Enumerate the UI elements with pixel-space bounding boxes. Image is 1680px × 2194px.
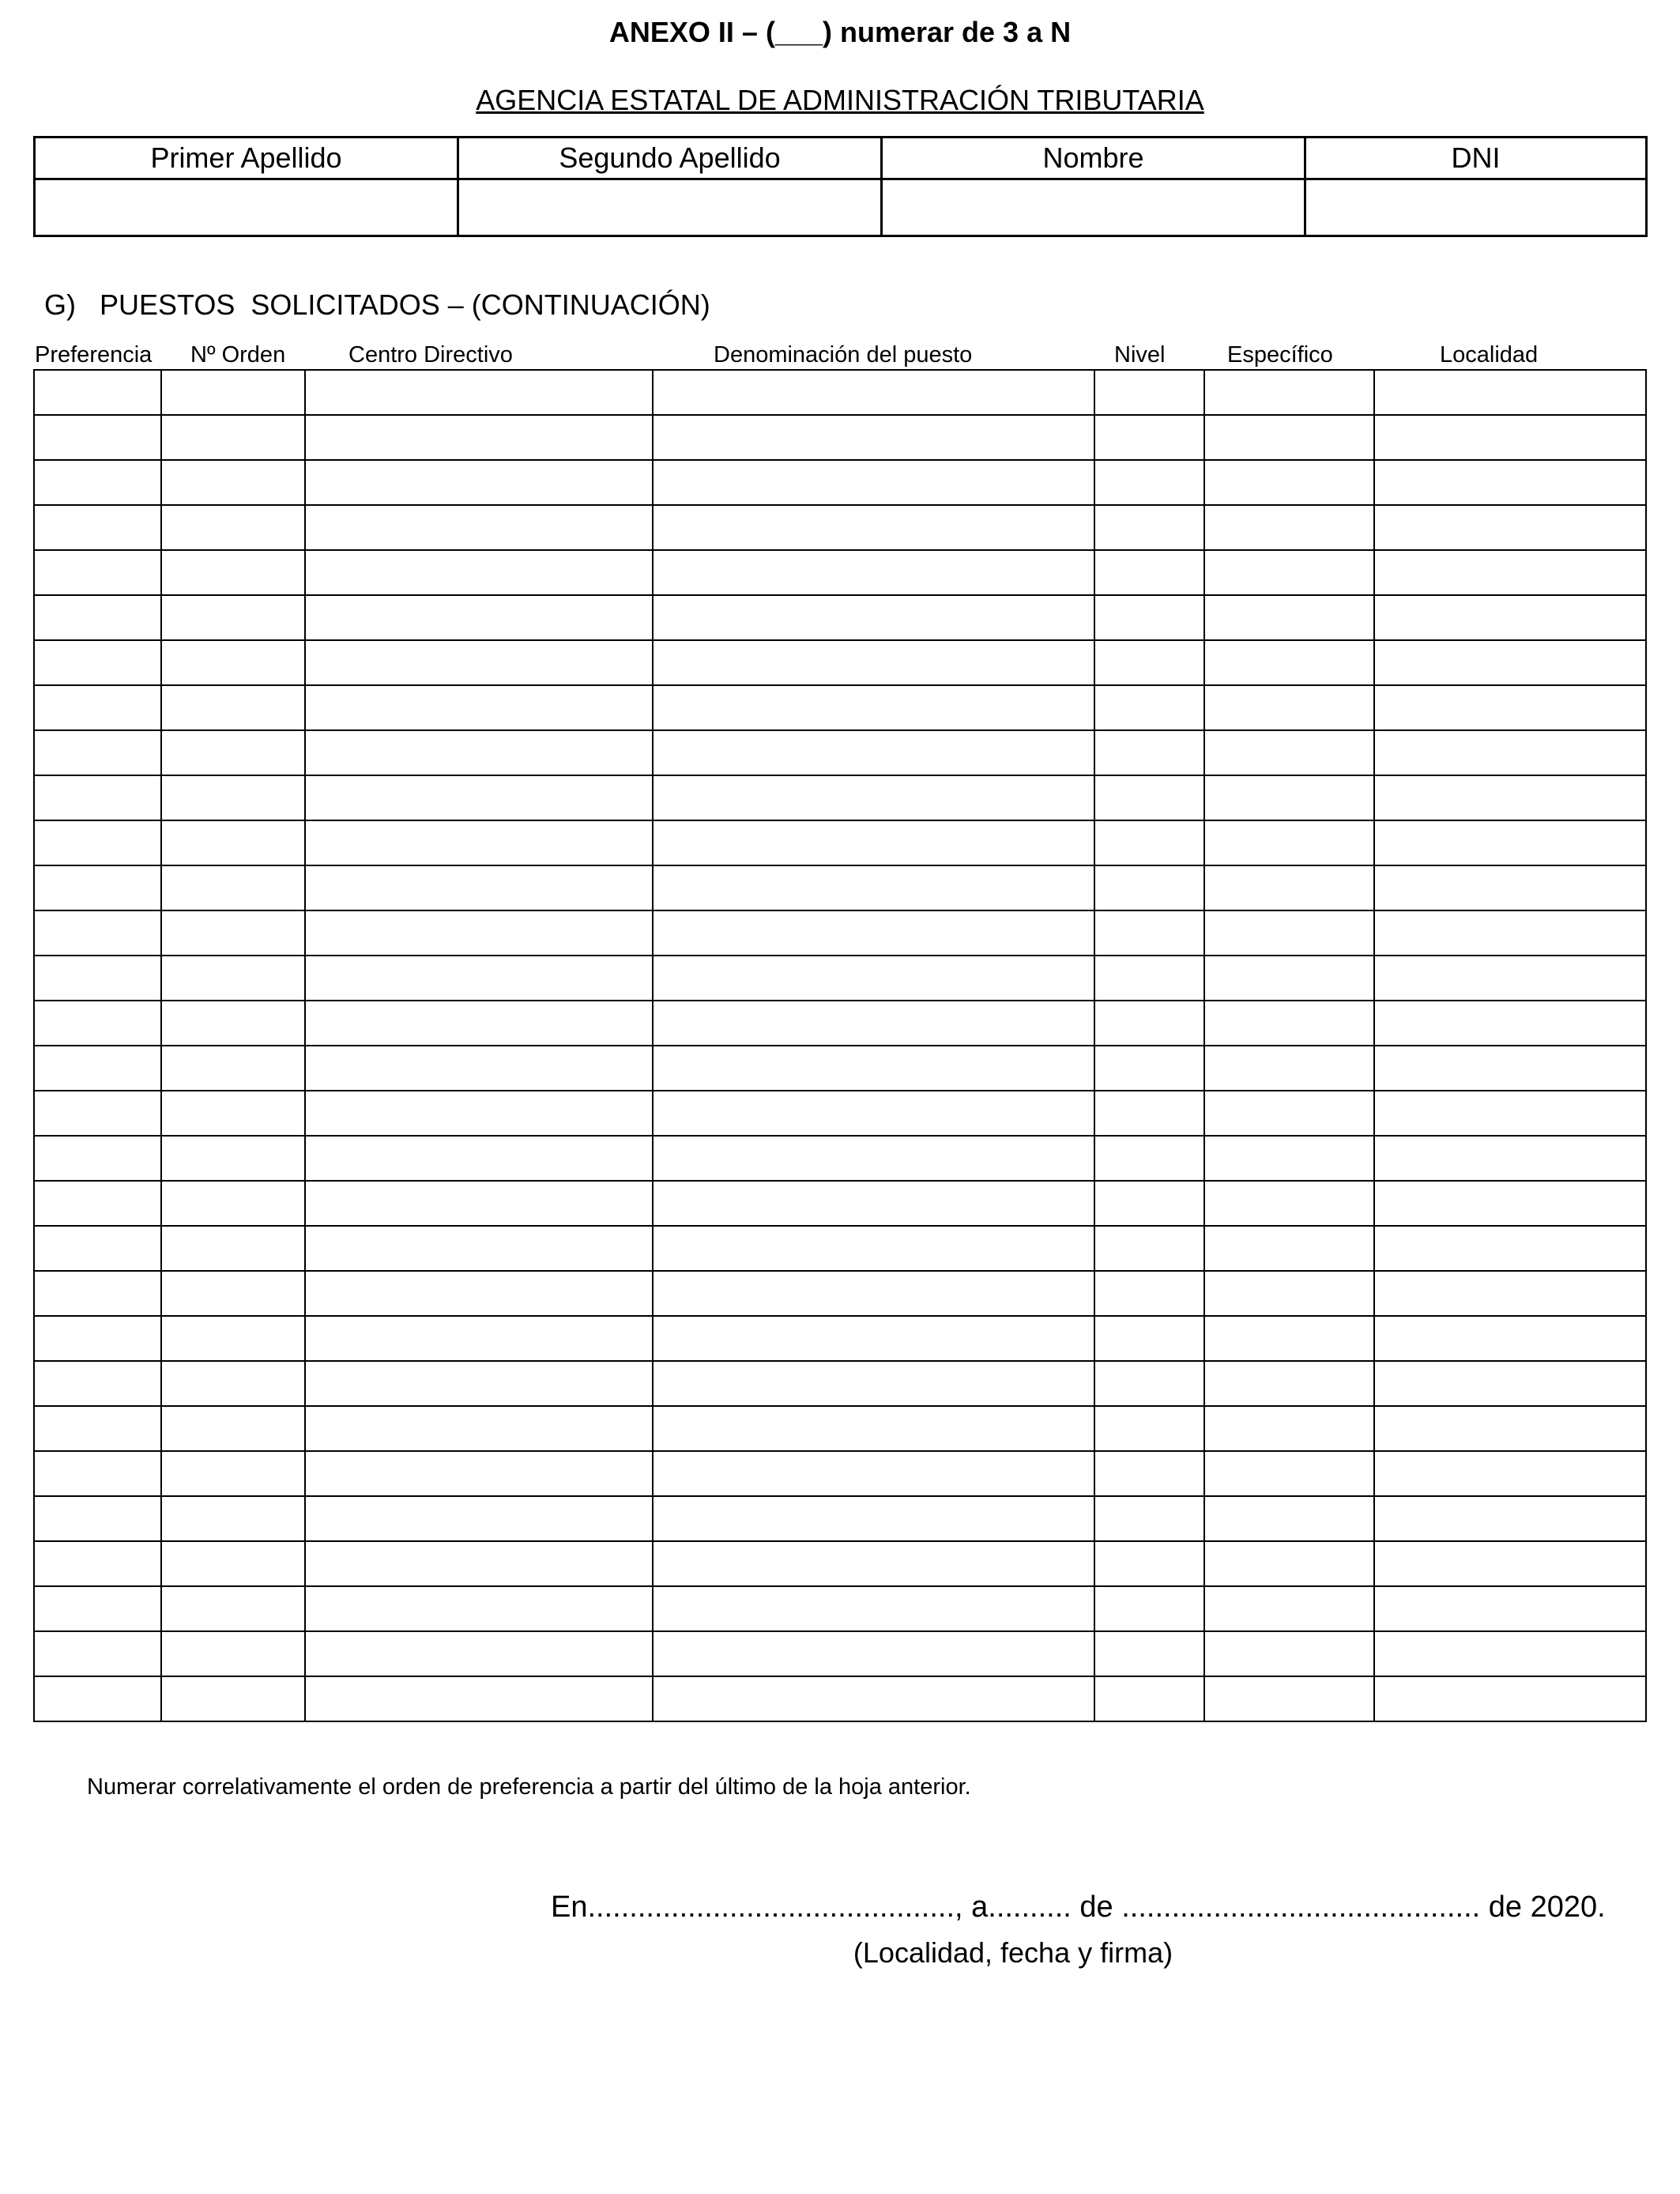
position-name-cell[interactable]	[653, 1091, 1094, 1136]
locality-header: Localidad	[1440, 342, 1539, 368]
directive-center-cell[interactable]	[305, 1181, 653, 1226]
table-row	[34, 1316, 1646, 1361]
level-cell[interactable]	[1094, 1361, 1204, 1406]
specific-cell[interactable]	[1204, 1586, 1374, 1631]
table-row	[34, 1136, 1646, 1181]
order-number-header: Nº Orden	[190, 342, 286, 368]
order-number-cell[interactable]	[161, 1676, 305, 1721]
specific-cell[interactable]	[1204, 1361, 1374, 1406]
preference-cell[interactable]	[34, 640, 161, 685]
position-name-cell[interactable]	[653, 865, 1094, 910]
order-number-cell[interactable]	[161, 460, 305, 505]
locality-cell[interactable]	[1374, 370, 1646, 415]
locality-cell[interactable]	[1374, 775, 1646, 820]
positions-column-headers	[0, 339, 1680, 371]
table-row	[34, 775, 1646, 820]
position-name-cell[interactable]	[653, 1676, 1094, 1721]
table-row	[34, 505, 1646, 550]
directive-center-cell[interactable]	[305, 370, 653, 415]
locality-cell[interactable]	[1374, 1091, 1646, 1136]
second-surname-header: Segundo Apellido	[458, 138, 882, 179]
level-cell[interactable]	[1094, 730, 1204, 775]
section-title: G) PUESTOS SOLICITADOS – (CONTINUACIÓN)	[44, 288, 710, 321]
directive-center-cell[interactable]	[305, 1091, 653, 1136]
locality-cell[interactable]	[1374, 415, 1646, 460]
order-number-cell[interactable]	[161, 775, 305, 820]
preference-cell[interactable]	[34, 1136, 161, 1181]
locality-cell[interactable]	[1374, 1541, 1646, 1586]
dni-header: DNI	[1305, 138, 1647, 179]
directive-center-cell[interactable]	[305, 460, 653, 505]
directive-center-cell[interactable]	[305, 1541, 653, 1586]
position-name-cell[interactable]	[653, 415, 1094, 460]
locality-cell[interactable]	[1374, 1001, 1646, 1046]
table-row	[34, 730, 1646, 775]
order-number-cell[interactable]	[161, 370, 305, 415]
order-number-cell[interactable]	[161, 1361, 305, 1406]
level-cell[interactable]	[1094, 1181, 1204, 1226]
preference-cell[interactable]	[34, 1181, 161, 1226]
specific-cell[interactable]	[1204, 1226, 1374, 1271]
position-name-cell[interactable]	[653, 820, 1094, 865]
level-cell[interactable]	[1094, 1631, 1204, 1676]
second-surname-field[interactable]	[458, 179, 882, 236]
level-cell[interactable]	[1094, 685, 1204, 730]
preference-cell[interactable]	[34, 685, 161, 730]
position-name-cell[interactable]	[653, 775, 1094, 820]
directive-center-cell[interactable]	[305, 865, 653, 910]
identification-header-row	[35, 138, 1647, 179]
specific-header: Específico	[1227, 342, 1333, 368]
directive-center-cell[interactable]	[305, 1136, 653, 1181]
preference-cell[interactable]	[34, 1676, 161, 1721]
position-name-cell[interactable]	[653, 505, 1094, 550]
specific-cell[interactable]	[1204, 505, 1374, 550]
directive-center-cell[interactable]	[305, 1586, 653, 1631]
preference-cell[interactable]	[34, 1361, 161, 1406]
level-cell[interactable]	[1094, 550, 1204, 595]
specific-cell[interactable]	[1204, 1631, 1374, 1676]
specific-cell[interactable]	[1204, 1271, 1374, 1316]
preference-cell[interactable]	[34, 1091, 161, 1136]
directive-center-cell[interactable]	[305, 1361, 653, 1406]
locality-cell[interactable]	[1374, 1271, 1646, 1316]
order-number-cell[interactable]	[161, 1316, 305, 1361]
locality-cell[interactable]	[1374, 910, 1646, 956]
table-row	[34, 1271, 1646, 1316]
level-cell[interactable]	[1094, 370, 1204, 415]
locality-cell[interactable]	[1374, 460, 1646, 505]
table-row	[34, 460, 1646, 505]
position-name-cell[interactable]	[653, 595, 1094, 640]
preference-cell[interactable]	[34, 1451, 161, 1496]
level-cell[interactable]	[1094, 1316, 1204, 1361]
specific-cell[interactable]	[1204, 730, 1374, 775]
level-cell[interactable]	[1094, 1586, 1204, 1631]
locality-cell[interactable]	[1374, 685, 1646, 730]
position-name-cell[interactable]	[653, 1361, 1094, 1406]
level-cell[interactable]	[1094, 505, 1204, 550]
position-name-cell[interactable]	[653, 1316, 1094, 1361]
locality-cell[interactable]	[1374, 1136, 1646, 1181]
preference-cell[interactable]	[34, 1001, 161, 1046]
specific-cell[interactable]	[1204, 550, 1374, 595]
order-number-cell[interactable]	[161, 730, 305, 775]
position-name-cell[interactable]	[653, 370, 1094, 415]
level-cell[interactable]	[1094, 1541, 1204, 1586]
locality-cell[interactable]	[1374, 730, 1646, 775]
level-cell[interactable]	[1094, 1271, 1204, 1316]
level-cell[interactable]	[1094, 415, 1204, 460]
preference-cell[interactable]	[34, 865, 161, 910]
level-cell[interactable]	[1094, 1676, 1204, 1721]
position-name-cell[interactable]	[653, 1001, 1094, 1046]
preference-cell[interactable]	[34, 595, 161, 640]
preference-cell[interactable]	[34, 956, 161, 1001]
preference-cell[interactable]	[34, 505, 161, 550]
locality-cell[interactable]	[1374, 1451, 1646, 1496]
directive-center-cell[interactable]	[305, 1451, 653, 1496]
directive-center-cell[interactable]	[305, 956, 653, 1001]
order-number-cell[interactable]	[161, 1586, 305, 1631]
specific-cell[interactable]	[1204, 1001, 1374, 1046]
preference-cell[interactable]	[34, 1586, 161, 1631]
order-number-cell[interactable]	[161, 685, 305, 730]
place-date-line: En............................................, a.......... de ........................................... de 2020.	[551, 1891, 1606, 1924]
level-header: Nivel	[1114, 342, 1166, 368]
order-number-cell[interactable]	[161, 415, 305, 460]
order-number-cell[interactable]	[161, 1451, 305, 1496]
position-name-header: Denominación del puesto	[714, 342, 973, 368]
position-name-cell[interactable]	[653, 1181, 1094, 1226]
preference-cell[interactable]	[34, 1271, 161, 1316]
preference-cell[interactable]	[34, 1496, 161, 1541]
specific-cell[interactable]	[1204, 1541, 1374, 1586]
signature-caption: (Localidad, fecha y firma)	[853, 1936, 1173, 1969]
specific-cell[interactable]	[1204, 1136, 1374, 1181]
table-row	[34, 550, 1646, 595]
directive-center-cell[interactable]	[305, 1226, 653, 1271]
level-cell[interactable]	[1094, 1136, 1204, 1181]
preference-cell[interactable]	[34, 1631, 161, 1676]
preference-cell[interactable]	[34, 1406, 161, 1451]
order-number-cell[interactable]	[161, 820, 305, 865]
preference-cell[interactable]	[34, 820, 161, 865]
order-number-cell[interactable]	[161, 1001, 305, 1046]
directive-center-cell[interactable]	[305, 415, 653, 460]
order-number-cell[interactable]	[161, 595, 305, 640]
specific-cell[interactable]	[1204, 460, 1374, 505]
table-row	[34, 1046, 1646, 1091]
preference-cell[interactable]	[34, 1226, 161, 1271]
level-cell[interactable]	[1094, 1046, 1204, 1091]
directive-center-cell[interactable]	[305, 550, 653, 595]
order-number-cell[interactable]	[161, 910, 305, 956]
order-number-cell[interactable]	[161, 640, 305, 685]
agency-name: AGENCIA ESTATAL DE ADMINISTRACIÓN TRIBUTARIA	[476, 84, 1204, 116]
level-cell[interactable]	[1094, 865, 1204, 910]
table-row	[34, 685, 1646, 730]
table-row	[34, 1586, 1646, 1631]
directive-center-cell[interactable]	[305, 775, 653, 820]
preference-cell[interactable]	[34, 1046, 161, 1091]
table-row	[34, 910, 1646, 956]
first-surname-field[interactable]	[35, 179, 458, 236]
directive-center-cell[interactable]	[305, 1316, 653, 1361]
positions-table	[33, 369, 1647, 1722]
order-number-cell[interactable]	[161, 865, 305, 910]
directive-center-cell[interactable]	[305, 1676, 653, 1721]
table-row	[34, 956, 1646, 1001]
table-row	[34, 1406, 1646, 1451]
preference-cell[interactable]	[34, 775, 161, 820]
position-name-cell[interactable]	[653, 1136, 1094, 1181]
order-number-cell[interactable]	[161, 505, 305, 550]
locality-cell[interactable]	[1374, 865, 1646, 910]
specific-cell[interactable]	[1204, 1496, 1374, 1541]
position-name-cell[interactable]	[653, 1226, 1094, 1271]
position-name-cell[interactable]	[653, 1496, 1094, 1541]
position-name-cell[interactable]	[653, 640, 1094, 685]
document-title: ANEXO II – (___) numerar de 3 a N	[608, 16, 1072, 48]
locality-cell[interactable]	[1374, 1046, 1646, 1091]
table-row	[34, 1496, 1646, 1541]
position-name-cell[interactable]	[653, 550, 1094, 595]
table-row	[34, 1091, 1646, 1136]
identification-table	[33, 136, 1648, 237]
level-cell[interactable]	[1094, 910, 1204, 956]
order-number-cell[interactable]	[161, 1091, 305, 1136]
position-name-cell[interactable]	[653, 1631, 1094, 1676]
locality-cell[interactable]	[1374, 1181, 1646, 1226]
level-cell[interactable]	[1094, 1226, 1204, 1271]
position-name-cell[interactable]	[653, 460, 1094, 505]
level-cell[interactable]	[1094, 460, 1204, 505]
directive-center-cell[interactable]	[305, 685, 653, 730]
preference-cell[interactable]	[34, 550, 161, 595]
numbering-note: Numerar correlativamente el orden de preferencia a partir del último de la hoja anterior.	[87, 1774, 971, 1800]
position-name-cell[interactable]	[653, 1586, 1094, 1631]
level-cell[interactable]	[1094, 956, 1204, 1001]
position-name-cell[interactable]	[653, 910, 1094, 956]
table-row	[34, 1451, 1646, 1496]
locality-cell[interactable]	[1374, 595, 1646, 640]
position-name-cell[interactable]	[653, 685, 1094, 730]
table-row	[34, 595, 1646, 640]
locality-cell[interactable]	[1374, 1361, 1646, 1406]
preference-cell[interactable]	[34, 730, 161, 775]
order-number-cell[interactable]	[161, 956, 305, 1001]
position-name-cell[interactable]	[653, 956, 1094, 1001]
order-number-cell[interactable]	[161, 1226, 305, 1271]
level-cell[interactable]	[1094, 1496, 1204, 1541]
order-number-cell[interactable]	[161, 1181, 305, 1226]
locality-cell[interactable]	[1374, 1631, 1646, 1676]
specific-cell[interactable]	[1204, 1181, 1374, 1226]
table-row	[34, 640, 1646, 685]
order-number-cell[interactable]	[161, 1496, 305, 1541]
position-name-cell[interactable]	[653, 1451, 1094, 1496]
directive-center-header: Centro Directivo	[348, 342, 513, 368]
position-name-cell[interactable]	[653, 1541, 1094, 1586]
directive-center-cell[interactable]	[305, 1046, 653, 1091]
table-row	[34, 1226, 1646, 1271]
table-row	[34, 820, 1646, 865]
specific-cell[interactable]	[1204, 865, 1374, 910]
directive-center-cell[interactable]	[305, 730, 653, 775]
specific-cell[interactable]	[1204, 685, 1374, 730]
table-row	[34, 1001, 1646, 1046]
locality-cell[interactable]	[1374, 1226, 1646, 1271]
specific-cell[interactable]	[1204, 1451, 1374, 1496]
directive-center-cell[interactable]	[305, 1406, 653, 1451]
level-cell[interactable]	[1094, 775, 1204, 820]
table-row	[34, 1361, 1646, 1406]
specific-cell[interactable]	[1204, 1316, 1374, 1361]
level-cell[interactable]	[1094, 1406, 1204, 1451]
order-number-cell[interactable]	[161, 550, 305, 595]
level-cell[interactable]	[1094, 595, 1204, 640]
preference-cell[interactable]	[34, 1541, 161, 1586]
position-name-cell[interactable]	[653, 1271, 1094, 1316]
locality-cell[interactable]	[1374, 1406, 1646, 1451]
level-cell[interactable]	[1094, 820, 1204, 865]
specific-cell[interactable]	[1204, 956, 1374, 1001]
directive-center-cell[interactable]	[305, 1496, 653, 1541]
locality-cell[interactable]	[1374, 640, 1646, 685]
table-row	[34, 415, 1646, 460]
position-name-cell[interactable]	[653, 1406, 1094, 1451]
position-name-cell[interactable]	[653, 730, 1094, 775]
locality-cell[interactable]	[1374, 820, 1646, 865]
specific-cell[interactable]	[1204, 1046, 1374, 1091]
directive-center-cell[interactable]	[305, 820, 653, 865]
table-row	[34, 1676, 1646, 1721]
table-row	[34, 370, 1646, 415]
dni-field[interactable]	[1305, 179, 1647, 236]
specific-cell[interactable]	[1204, 415, 1374, 460]
specific-cell[interactable]	[1204, 1091, 1374, 1136]
order-number-cell[interactable]	[161, 1271, 305, 1316]
locality-cell[interactable]	[1374, 1586, 1646, 1631]
specific-cell[interactable]	[1204, 1406, 1374, 1451]
preference-cell[interactable]	[34, 415, 161, 460]
directive-center-cell[interactable]	[305, 910, 653, 956]
directive-center-cell[interactable]	[305, 1271, 653, 1316]
locality-cell[interactable]	[1374, 956, 1646, 1001]
directive-center-cell[interactable]	[305, 640, 653, 685]
directive-center-cell[interactable]	[305, 1001, 653, 1046]
locality-cell[interactable]	[1374, 505, 1646, 550]
specific-cell[interactable]	[1204, 910, 1374, 956]
identification-input-row	[35, 179, 1647, 236]
preference-cell[interactable]	[34, 910, 161, 956]
table-row	[34, 865, 1646, 910]
specific-cell[interactable]	[1204, 1676, 1374, 1721]
specific-cell[interactable]	[1204, 595, 1374, 640]
preference-cell[interactable]	[34, 460, 161, 505]
level-cell[interactable]	[1094, 640, 1204, 685]
directive-center-cell[interactable]	[305, 595, 653, 640]
preference-cell[interactable]	[34, 370, 161, 415]
first-surname-header: Primer Apellido	[35, 138, 458, 179]
preference-cell[interactable]	[34, 1316, 161, 1361]
position-name-cell[interactable]	[653, 1046, 1094, 1091]
level-cell[interactable]	[1094, 1091, 1204, 1136]
preference-header: Preferencia	[35, 342, 153, 368]
name-header: Nombre	[882, 138, 1305, 179]
name-field[interactable]	[882, 179, 1305, 236]
specific-cell[interactable]	[1204, 640, 1374, 685]
directive-center-cell[interactable]	[305, 1631, 653, 1676]
level-cell[interactable]	[1094, 1451, 1204, 1496]
specific-cell[interactable]	[1204, 820, 1374, 865]
order-number-cell[interactable]	[161, 1406, 305, 1451]
specific-cell[interactable]	[1204, 775, 1374, 820]
order-number-cell[interactable]	[161, 1631, 305, 1676]
order-number-cell[interactable]	[161, 1046, 305, 1091]
locality-cell[interactable]	[1374, 1496, 1646, 1541]
table-row	[34, 1541, 1646, 1586]
order-number-cell[interactable]	[161, 1541, 305, 1586]
order-number-cell[interactable]	[161, 1136, 305, 1181]
table-row	[34, 1631, 1646, 1676]
table-row	[34, 1181, 1646, 1226]
locality-cell[interactable]	[1374, 1676, 1646, 1721]
locality-cell[interactable]	[1374, 1316, 1646, 1361]
directive-center-cell[interactable]	[305, 505, 653, 550]
specific-cell[interactable]	[1204, 370, 1374, 415]
level-cell[interactable]	[1094, 1001, 1204, 1046]
locality-cell[interactable]	[1374, 550, 1646, 595]
